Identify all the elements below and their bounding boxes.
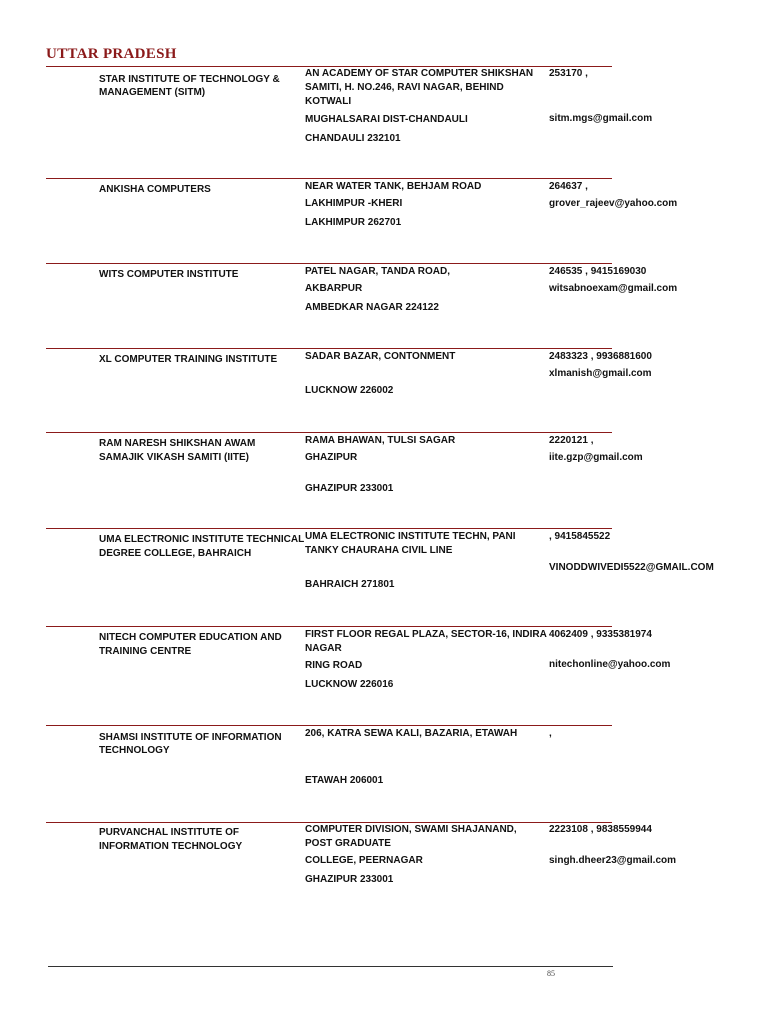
address-line: LAKHIMPUR -KHERI	[305, 198, 403, 209]
address-line: LUCKNOW 226002	[305, 385, 394, 396]
page-number: 85	[547, 969, 555, 978]
phone-number: 246535 , 9415169030	[549, 266, 647, 277]
address-line: RING ROAD	[305, 660, 363, 671]
entry-divider	[46, 725, 612, 726]
institute-name-line: DEGREE COLLEGE, BAHRAICH	[99, 548, 252, 559]
institute-name-line: UMA ELECTRONIC INSTITUTE TECHNICAL	[99, 534, 305, 545]
email-address: xlmanish@gmail.com	[549, 368, 652, 379]
address-line: FIRST FLOOR REGAL PLAZA, SECTOR-16, INDIRA	[305, 629, 547, 640]
email-address: witsabnoexam@gmail.com	[549, 283, 678, 294]
email-address: grover_rajeev@yahoo.com	[549, 198, 678, 209]
address-line: CHANDAULI 232101	[305, 133, 401, 144]
phone-number: 264637 ,	[549, 181, 588, 192]
address-line: SADAR BAZAR, CONTONMENT	[305, 351, 456, 362]
address-line: UMA ELECTRONIC INSTITUTE TECHN, PANI	[305, 531, 516, 542]
address-line: KOTWALI	[305, 96, 352, 107]
address-line: TANKY CHAURAHA CIVIL LINE	[305, 545, 453, 556]
address-line: POST GRADUATE	[305, 838, 391, 849]
address-line: GHAZIPUR 233001	[305, 483, 394, 494]
phone-number: 2223108 , 9838559944	[549, 824, 652, 835]
institute-name-line: XL COMPUTER TRAINING INSTITUTE	[99, 354, 278, 365]
address-line: GHAZIPUR	[305, 452, 358, 463]
address-line: AN ACADEMY OF STAR COMPUTER SHIKSHAN	[305, 68, 534, 79]
address-line: ETAWAH 206001	[305, 775, 384, 786]
phone-number: 2483323 , 9936881600	[549, 351, 652, 362]
address-line: BAHRAICH 271801	[305, 579, 395, 590]
address-line: LUCKNOW 226016	[305, 679, 394, 690]
phone-number: , 9415845522	[549, 531, 611, 542]
email-address: nitechonline@yahoo.com	[549, 659, 671, 670]
address-line: PATEL NAGAR, TANDA ROAD,	[305, 266, 450, 277]
address-line: GHAZIPUR 233001	[305, 874, 394, 885]
page-title: UTTAR PRADESH	[46, 46, 177, 62]
institute-name-line: TRAINING CENTRE	[99, 646, 192, 657]
footer-rule	[48, 966, 613, 967]
address-line: NEAR WATER TANK, BEHJAM ROAD	[305, 181, 482, 192]
phone-number: 253170 ,	[549, 68, 588, 79]
entry-divider	[46, 178, 612, 179]
address-line: LAKHIMPUR 262701	[305, 217, 402, 228]
entry-divider	[46, 528, 612, 529]
address-line: MUGHALSARAI DIST-CHANDAULI	[305, 114, 468, 125]
address-line: NAGAR	[305, 643, 342, 654]
email-address: VINODDWIVEDI5522@GMAIL.COM	[549, 562, 714, 573]
phone-number: 4062409 , 9335381974	[549, 629, 652, 640]
email-address: singh.dheer23@gmail.com	[549, 855, 677, 866]
email-address: iite.gzp@gmail.com	[549, 452, 643, 463]
institute-name-line: INFORMATION TECHNOLOGY	[99, 841, 243, 852]
institute-name-line: ANKISHA COMPUTERS	[99, 184, 211, 195]
entry-divider	[46, 626, 612, 627]
institute-name-line: WITS COMPUTER INSTITUTE	[99, 269, 239, 280]
institute-name-line: SAMAJIK VIKASH SAMITI (IITE)	[99, 452, 250, 463]
phone-number: ,	[549, 728, 552, 739]
address-line: 206, KATRA SEWA KALI, BAZARIA, ETAWAH	[305, 728, 518, 739]
institute-name-line: MANAGEMENT (SITM)	[99, 87, 206, 98]
address-line: RAMA BHAWAN, TULSI SAGAR	[305, 435, 456, 446]
entry-divider	[46, 432, 612, 433]
address-line: SAMITI, H. NO.246, RAVI NAGAR, BEHIND	[305, 82, 504, 93]
address-line: AKBARPUR	[305, 283, 363, 294]
institute-name-line: NITECH COMPUTER EDUCATION AND	[99, 632, 282, 643]
institute-name-line: TECHNOLOGY	[99, 745, 170, 756]
email-address: sitm.mgs@gmail.com	[549, 113, 653, 124]
address-line: AMBEDKAR NAGAR 224122	[305, 302, 439, 313]
institute-name-line: STAR INSTITUTE OF TECHNOLOGY &	[99, 74, 280, 85]
institute-name-line: PURVANCHAL INSTITUTE OF	[99, 827, 240, 838]
entry-divider	[46, 348, 612, 349]
institute-name-line: RAM NARESH SHIKSHAN AWAM	[99, 438, 256, 449]
phone-number: 2220121 ,	[549, 435, 594, 446]
address-line: COMPUTER DIVISION, SWAMI SHAJANAND,	[305, 824, 517, 835]
entry-divider	[46, 263, 612, 264]
institute-name-line: SHAMSI INSTITUTE OF INFORMATION	[99, 732, 282, 743]
address-line: COLLEGE, PEERNAGAR	[305, 855, 423, 866]
